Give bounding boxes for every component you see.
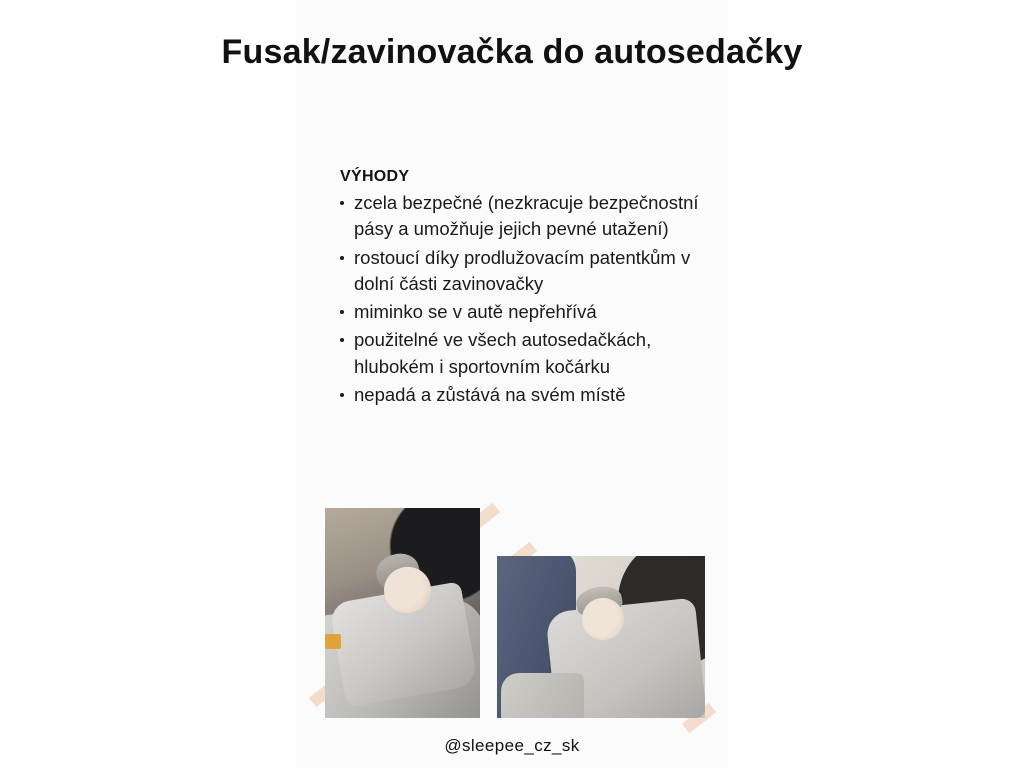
product-photo-left: [325, 508, 480, 718]
parent-trousers-shape: [501, 673, 584, 718]
list-item: miminko se v autě nepřehřívá: [340, 299, 702, 325]
product-photo-right: [497, 556, 705, 718]
list-item: použitelné ve všech autosedačkách, hlubokém i sportovním kočárku: [340, 327, 702, 380]
benefits-heading: VÝHODY: [340, 168, 410, 185]
list-item: zcela bezpečné (nezkracuje bezpečnostní pásy a umožňuje jejich pevné utažení): [340, 190, 702, 243]
social-handle: @sleepee_cz_sk: [444, 736, 580, 755]
seat-belt-marker: [325, 634, 341, 649]
list-item: rostoucí díky prodlužovacím patentkům v dolní části zavinovačky: [340, 245, 702, 298]
page-title: Fusak/zavinovačka do autosedačky: [221, 33, 803, 71]
benefits-list: [340, 190, 702, 410]
list-item: nepadá a zůstává na svém místě: [340, 382, 702, 408]
